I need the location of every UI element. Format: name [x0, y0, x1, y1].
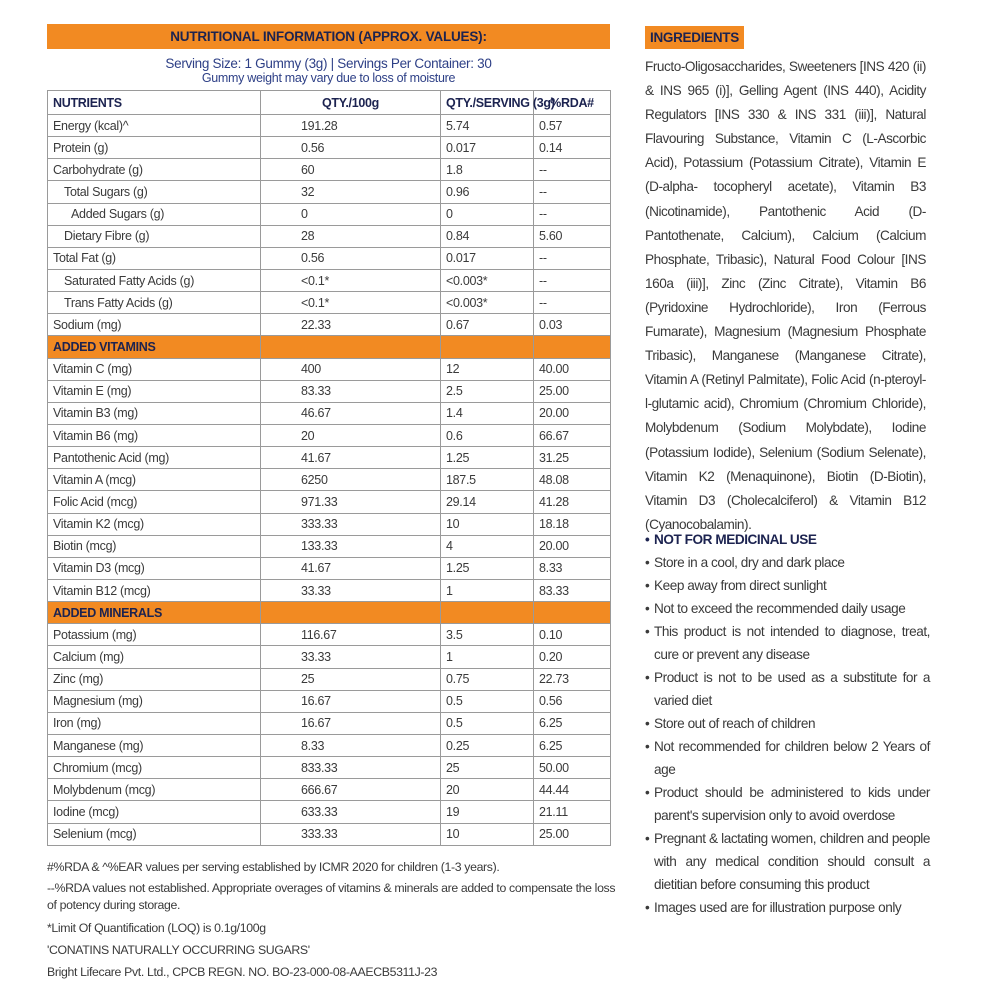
table-row [48, 779, 611, 801]
rda-value: 5.60 [534, 225, 611, 247]
table-row [48, 447, 611, 469]
table-row [48, 203, 611, 225]
qty-100g: 333.33 [261, 823, 441, 845]
qty-100g: 6250 [261, 469, 441, 491]
nutrient-name: Vitamin B3 (mg) [48, 402, 261, 424]
qty-100g: 33.33 [261, 579, 441, 601]
qty-100g: 633.33 [261, 801, 441, 823]
nutrient-name: Calcium (mg) [48, 646, 261, 668]
section-row [48, 602, 611, 624]
qty-serving: 0.25 [441, 734, 534, 756]
qty-serving: 29.14 [441, 491, 534, 513]
warnings-list [645, 528, 930, 919]
rda-value: 40.00 [534, 358, 611, 380]
qty-100g: <0.1* [261, 292, 441, 314]
qty-100g: 116.67 [261, 624, 441, 646]
table-row [48, 402, 611, 424]
qty-serving: 25 [441, 757, 534, 779]
rda-value: 48.08 [534, 469, 611, 491]
qty-serving: 2.5 [441, 380, 534, 402]
section-empty-cell [534, 602, 611, 624]
table-body [48, 115, 611, 846]
warning-item: • NOT FOR MEDICINAL USE [645, 528, 930, 551]
table-row [48, 668, 611, 690]
nutrient-name: Iron (mg) [48, 712, 261, 734]
qty-serving: 19 [441, 801, 534, 823]
section-empty-cell [441, 602, 534, 624]
table-row [48, 690, 611, 712]
rda-value: -- [534, 247, 611, 269]
qty-100g: 971.33 [261, 491, 441, 513]
rda-value: 21.11 [534, 801, 611, 823]
nutrient-name: Iodine (mcg) [48, 801, 261, 823]
nutrient-name: Molybdenum (mcg) [48, 779, 261, 801]
col-nutrients: NUTRIENTS [48, 91, 261, 115]
table-row [48, 801, 611, 823]
nutrient-name: Pantothenic Acid (mg) [48, 447, 261, 469]
qty-serving: 187.5 [441, 469, 534, 491]
section-label: ADDED MINERALS [48, 602, 261, 624]
nutrient-name: Chromium (mcg) [48, 757, 261, 779]
rda-value: -- [534, 292, 611, 314]
col-qty-serving: QTY./SERVING (3g) [441, 91, 534, 115]
nutrient-name: Vitamin E (mg) [48, 380, 261, 402]
qty-serving: <0.003* [441, 292, 534, 314]
rda-value: 25.00 [534, 380, 611, 402]
rda-value: 6.25 [534, 734, 611, 756]
footnote-manufacturer: Bright Lifecare Pvt. Ltd., CPCB REGN. NO. BO-23-000-08-AAECB5311J-23 [47, 965, 438, 979]
table-row [48, 115, 611, 137]
rda-value: 50.00 [534, 757, 611, 779]
warning-item: • Store out of reach of children [645, 712, 930, 735]
warning-item: • Keep away from direct sunlight [645, 574, 930, 597]
table-row [48, 292, 611, 314]
table-row [48, 513, 611, 535]
nutrient-name: Saturated Fatty Acids (g) [48, 269, 261, 291]
footnote-loq: *Limit Of Quantification (LOQ) is 0.1g/100g [47, 921, 266, 935]
rda-value: 83.33 [534, 579, 611, 601]
nutrient-name: Added Sugars (g) [48, 203, 261, 225]
rda-value: -- [534, 181, 611, 203]
rda-value: 44.44 [534, 779, 611, 801]
table-row [48, 225, 611, 247]
qty-100g: <0.1* [261, 269, 441, 291]
qty-100g: 32 [261, 181, 441, 203]
qty-100g: 41.67 [261, 557, 441, 579]
table-row [48, 380, 611, 402]
rda-value: 18.18 [534, 513, 611, 535]
qty-100g: 666.67 [261, 779, 441, 801]
nutrient-name: Total Sugars (g) [48, 181, 261, 203]
table-row [48, 579, 611, 601]
nutrient-name: Vitamin B12 (mcg) [48, 579, 261, 601]
rda-value: 0.56 [534, 690, 611, 712]
nutrient-name: Energy (kcal)^ [48, 115, 261, 137]
qty-serving: 1 [441, 646, 534, 668]
rda-value: -- [534, 159, 611, 181]
qty-100g: 0.56 [261, 137, 441, 159]
nutrient-name: Potassium (mg) [48, 624, 261, 646]
warning-item: • Store in a cool, dry and dark place [645, 551, 930, 574]
nutrition-table [47, 90, 611, 846]
nutrient-name: Trans Fatty Acids (g) [48, 292, 261, 314]
nutrient-name: Vitamin D3 (mcg) [48, 557, 261, 579]
qty-serving: 0.84 [441, 225, 534, 247]
section-empty-cell [441, 336, 534, 358]
table-row [48, 159, 611, 181]
nutrition-title: NUTRITIONAL INFORMATION (APPROX. VALUES): [47, 24, 610, 49]
table-row [48, 646, 611, 668]
table-row [48, 314, 611, 336]
rda-value: 20.00 [534, 402, 611, 424]
qty-serving: 0.67 [441, 314, 534, 336]
rda-value: 0.14 [534, 137, 611, 159]
qty-serving: 10 [441, 823, 534, 845]
footnote-overages: --%RDA values not established. Appropriate overages of vitamins & minerals are added to compensate the loss of potency during storage. [47, 881, 616, 912]
warning-item: • Product is not to be used as a substitute for a varied diet [645, 666, 930, 712]
table-row [48, 624, 611, 646]
table-row [48, 734, 611, 756]
table-row [48, 247, 611, 269]
qty-100g: 8.33 [261, 734, 441, 756]
qty-serving: 1.8 [441, 159, 534, 181]
qty-serving: 4 [441, 535, 534, 557]
warning-item: • Product should be administered to kids under parent's supervision only to avoid overdose [645, 781, 930, 827]
nutrient-name: Magnesium (mg) [48, 690, 261, 712]
qty-100g: 0.56 [261, 247, 441, 269]
nutrient-name: Selenium (mcg) [48, 823, 261, 845]
qty-serving: 3.5 [441, 624, 534, 646]
table-row [48, 491, 611, 513]
rda-value: 66.67 [534, 424, 611, 446]
table-row [48, 757, 611, 779]
nutrient-name: Dietary Fibre (g) [48, 225, 261, 247]
qty-serving: 1.25 [441, 557, 534, 579]
nutrient-name: Protein (g) [48, 137, 261, 159]
nutrient-name: Carbohydrate (g) [48, 159, 261, 181]
qty-serving: 0.96 [441, 181, 534, 203]
footnotes [47, 856, 617, 983]
ingredients-text: Fructo-Oligosaccharides, Sweeteners [INS 420 (ii) & INS 965 (i)], Gelling Agent (INS 440), Acidity Regulators [INS 330 & INS 331 (iii)], Natural Flavouring Substance, Vitamin C (L-Ascorbic Acid), Potassium (Potassium Citrate), Vitamin E (D-alpha- tocopheryl acetate), Vitamin B3 (Nicotinamide), Pantothenic Acid (D-Pantothenate, Calcium), Calcium (Calcium Phosphate, Tribasic), Natural Food Colour [INS 160a (iii)], Zinc (Zinc Citrate), Vitamin B6 (Pyridoxine Hydrochloride), Iron (Ferrous Fumarate), Magnesium (Magnesium Phosphate Tribasic), Manganese (Manganese Citrate), Vitamin A (Retinyl Palmitate), Folic Acid (n-pteroyl-l-glutamic acid), Chromium (Chromium Chloride), Molybdenum (Sodium Molybdate), Iodine (Potassium Iodide), Selenium (Sodium Selenate), Vitamin K2 (Menaquinone), Biotin (D-Biotin), Vitamin D3 (Cholecalciferol) & Vitamin B12 (Cyanocobalamin). [645, 59, 926, 532]
rda-value: 41.28 [534, 491, 611, 513]
qty-serving: 0.017 [441, 247, 534, 269]
qty-100g: 25 [261, 668, 441, 690]
qty-100g: 400 [261, 358, 441, 380]
rda-value: 0.03 [534, 314, 611, 336]
qty-100g: 28 [261, 225, 441, 247]
qty-100g: 333.33 [261, 513, 441, 535]
section-label: ADDED VITAMINS [48, 336, 261, 358]
qty-100g: 41.67 [261, 447, 441, 469]
nutrient-name: Vitamin A (mcg) [48, 469, 261, 491]
nutrient-name: Total Fat (g) [48, 247, 261, 269]
table-row [48, 137, 611, 159]
rda-value: 0.57 [534, 115, 611, 137]
warning-item: • This product is not intended to diagnose, treat, cure or prevent any disease [645, 620, 930, 666]
section-empty-cell [261, 336, 441, 358]
nutrition-panel [47, 24, 610, 846]
nutrient-name: Vitamin C (mg) [48, 358, 261, 380]
qty-100g: 20 [261, 424, 441, 446]
table-row [48, 181, 611, 203]
qty-serving: 10 [441, 513, 534, 535]
qty-serving: 0.75 [441, 668, 534, 690]
qty-serving: 0.5 [441, 712, 534, 734]
nutrient-name: Folic Acid (mcg) [48, 491, 261, 513]
ingredients-panel [645, 26, 926, 537]
ingredients-title: INGREDIENTS [645, 26, 744, 49]
qty-serving: 1 [441, 579, 534, 601]
col-rda: %RDA# [534, 91, 611, 115]
moisture-note: Gummy weight may vary due to loss of moisture [201, 71, 456, 85]
table-row [48, 424, 611, 446]
col-qty-100g: QTY./100g [261, 91, 441, 115]
rda-value: -- [534, 203, 611, 225]
qty-serving: 0.6 [441, 424, 534, 446]
qty-100g: 191.28 [261, 115, 441, 137]
rda-value: 0.20 [534, 646, 611, 668]
qty-serving: 0 [441, 203, 534, 225]
rda-value: 6.25 [534, 712, 611, 734]
section-row [48, 336, 611, 358]
table-row [48, 823, 611, 845]
qty-serving: 12 [441, 358, 534, 380]
warning-item: • Images used are for illustration purpose only [645, 896, 930, 919]
qty-100g: 133.33 [261, 535, 441, 557]
warning-item: • Not recommended for children below 2 Years of age [645, 735, 930, 781]
rda-value: 25.00 [534, 823, 611, 845]
serving-line: Serving Size: 1 Gummy (3g) | Servings Per Container: 30 [165, 56, 492, 71]
footnote-sugars: 'CONATINS NATURALLY OCCURRING SUGARS' [47, 943, 310, 957]
table-row [48, 469, 611, 491]
warning-item: • Pregnant & lactating women, children and people with any medical condition should consult a dietitian before consuming this product [645, 827, 930, 896]
serving-info [47, 56, 610, 86]
qty-serving: 0.5 [441, 690, 534, 712]
table-row [48, 535, 611, 557]
nutrient-name: Sodium (mg) [48, 314, 261, 336]
nutrient-name: Zinc (mg) [48, 668, 261, 690]
qty-serving: 0.017 [441, 137, 534, 159]
rda-value: -- [534, 269, 611, 291]
nutrient-name: Manganese (mg) [48, 734, 261, 756]
qty-serving: 1.4 [441, 402, 534, 424]
qty-100g: 833.33 [261, 757, 441, 779]
qty-100g: 22.33 [261, 314, 441, 336]
table-header-row [48, 91, 611, 115]
qty-100g: 33.33 [261, 646, 441, 668]
qty-serving: 20 [441, 779, 534, 801]
nutrient-name: Biotin (mcg) [48, 535, 261, 557]
qty-serving: 1.25 [441, 447, 534, 469]
table-row [48, 358, 611, 380]
warning-item: • Not to exceed the recommended daily usage [645, 597, 930, 620]
rda-value: 22.73 [534, 668, 611, 690]
table-row [48, 557, 611, 579]
section-empty-cell [261, 602, 441, 624]
qty-100g: 16.67 [261, 712, 441, 734]
qty-serving: <0.003* [441, 269, 534, 291]
qty-100g: 46.67 [261, 402, 441, 424]
footnote-rda: #%RDA & ^%EAR values per serving established by ICMR 2020 for children (1-3 years). [47, 860, 500, 874]
table-row [48, 269, 611, 291]
section-empty-cell [534, 336, 611, 358]
qty-100g: 83.33 [261, 380, 441, 402]
rda-value: 31.25 [534, 447, 611, 469]
table-row [48, 712, 611, 734]
qty-100g: 16.67 [261, 690, 441, 712]
qty-100g: 0 [261, 203, 441, 225]
qty-serving: 5.74 [441, 115, 534, 137]
qty-100g: 60 [261, 159, 441, 181]
rda-value: 20.00 [534, 535, 611, 557]
nutrient-name: Vitamin B6 (mg) [48, 424, 261, 446]
rda-value: 0.10 [534, 624, 611, 646]
nutrient-name: Vitamin K2 (mcg) [48, 513, 261, 535]
rda-value: 8.33 [534, 557, 611, 579]
